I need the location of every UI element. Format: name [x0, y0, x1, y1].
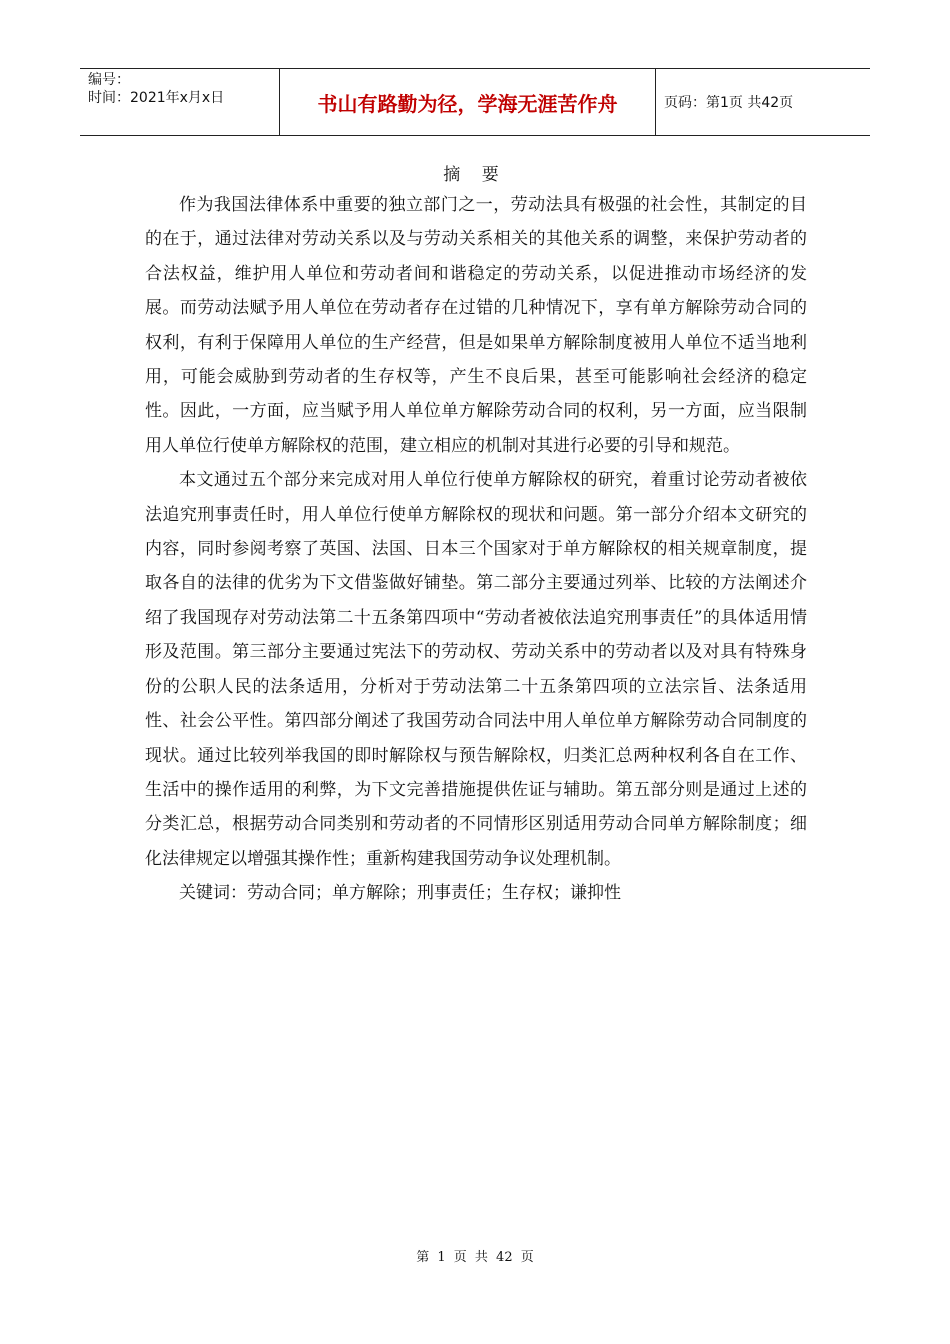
paragraph-1: 作为我国法律体系中重要的独立部门之一，劳动法具有极强的社会性，其制定的目的在于，通过法律对劳动关系以及与劳动关系相关的其他关系的调整，来保护劳动者的合法权益，维护用人单位和劳动者间和谐稳定的劳动关系，以促进推动市场经济的发展。而劳动法赋予用人单位在劳动者存在过错的几种情况下，享有单方解除劳动合同的权利，有利于保障用人单位的生产经营，但是如果单方解除制度被用人单位不适当地利用，可能会威胁到劳动者的生存权等，产生不良后果，甚至可能影响社会经济的稳定性。因此，一方面，应当赋予用人单位单方解除劳动合同的权利，另一方面，应当限制用人单位行使单方解除权的范围，建立相应的机制对其进行必要的引导和规范。 [145, 195, 807, 456]
page-footer: 第 1 页 共 42 页 [416, 1250, 534, 1265]
header-page-info: 页码：第1页 共42页 [664, 95, 794, 111]
abstract-body [145, 188, 807, 911]
page-header [80, 68, 870, 136]
document-date: 时间：2021年x月x日 [88, 90, 225, 106]
paragraph-2: 本文通过五个部分来完成对用人单位行使单方解除权的研究，着重讨论劳动者被依法追究刑事责任时，用人单位行使单方解除权的现状和问题。第一部分介绍本文研究的内容，同时参阅考察了英国、法国、日本三个国家对于单方解除权的相关规章制度，提取各自的法律的优劣为下文借鉴做好铺垫。第二部分主要通过列举、比较的方法阐述介绍了我国现存对劳动法第二十五条第四项中“劳动者被依法追究刑事责任”的具体适用情形及范围。第三部分主要通过宪法下的劳动权、劳动关系中的劳动者以及对具有特殊身份的公职人民的法条适用，分析对于劳动法第二十五条第四项的立法宗旨、法条适用性、社会公平性。第四部分阐述了我国劳动合同法中用人单位单方解除劳动合同制度的现状。通过比较列举我国的即时解除权与预告解除权，归类汇总两种权利各自在工作、生活中的操作适用的利弊，为下文完善措施提供佐证与辅助。第五部分则是通过上述的分类汇总，根据劳动合同类别和劳动者的不同情形区别适用劳动合同单方解除制度；细化法律规定以增强其操作性；重新构建我国劳动争议处理机制。 [145, 470, 807, 869]
header-motto: 书山有路勤为径，学海无涯苦作舟 [280, 69, 656, 135]
header-meta [80, 69, 280, 135]
document-number-label: 编号： [88, 72, 130, 88]
abstract-title: 摘 要 [443, 165, 507, 185]
keywords: 关键词：劳动合同；单方解除；刑事责任；生存权；谦抑性 [179, 883, 621, 904]
